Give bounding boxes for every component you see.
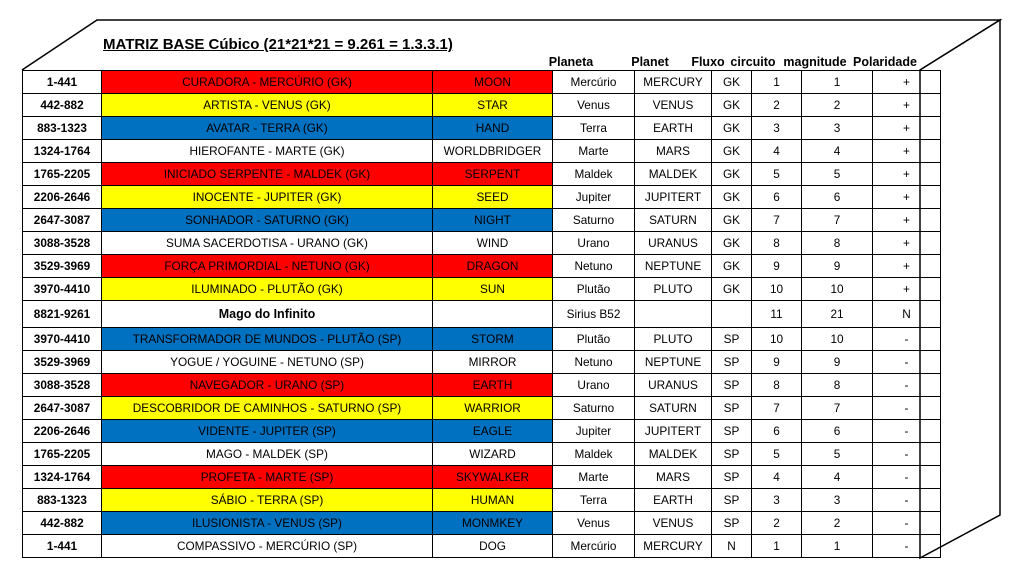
- planet-cell: JUPITERT: [635, 186, 712, 209]
- range-cell: 2206-2646: [23, 186, 102, 209]
- magnitude-cell: 3: [802, 117, 873, 140]
- planet-cell: NEPTUNE: [635, 255, 712, 278]
- glyph-cell: STAR: [433, 94, 553, 117]
- circuito-cell: 7: [752, 209, 802, 232]
- glyph-cell: MONMKEY: [433, 512, 553, 535]
- planet-cell: EARTH: [635, 117, 712, 140]
- magnitude-cell: 9: [802, 351, 873, 374]
- magnitude-cell: 8: [802, 232, 873, 255]
- header-fluxo: Fluxo: [691, 55, 725, 69]
- circuito-cell: 2: [752, 94, 802, 117]
- glyph-cell: EAGLE: [433, 420, 553, 443]
- planet-cell: MALDEK: [635, 163, 712, 186]
- planet-cell: MERCURY: [635, 71, 712, 94]
- header-circuito: circuito: [730, 55, 776, 69]
- name-cell: SUMA SACERDOTISA - URANO (GK): [102, 232, 433, 255]
- planeta-cell: Saturno: [553, 397, 635, 420]
- circuito-cell: 10: [752, 328, 802, 351]
- planeta-cell: Venus: [553, 512, 635, 535]
- planeta-cell: Netuno: [553, 255, 635, 278]
- name-cell: AVATAR - TERRA (GK): [102, 117, 433, 140]
- glyph-cell: HUMAN: [433, 489, 553, 512]
- planeta-cell: Mercúrio: [553, 535, 635, 558]
- planet-cell: URANUS: [635, 374, 712, 397]
- glyph-cell: MOON: [433, 71, 553, 94]
- glyph-cell: [433, 301, 553, 328]
- name-cell: INICIADO SERPENTE - MALDEK (GK): [102, 163, 433, 186]
- polaridade-cell: -: [873, 397, 941, 420]
- range-cell: 8821-9261: [23, 301, 102, 328]
- name-cell: FORÇA PRIMORDIAL - NETUNO (GK): [102, 255, 433, 278]
- planet-cell: MARS: [635, 140, 712, 163]
- table-row: [23, 255, 941, 278]
- polaridade-cell: -: [873, 328, 941, 351]
- table-row: [23, 117, 941, 140]
- range-cell: 3088-3528: [23, 374, 102, 397]
- fluxo-cell: GK: [712, 232, 752, 255]
- magnitude-cell: 7: [802, 209, 873, 232]
- table-row: [23, 278, 941, 301]
- planet-cell: [635, 301, 712, 328]
- polaridade-cell: -: [873, 489, 941, 512]
- planeta-cell: Venus: [553, 94, 635, 117]
- fluxo-cell: SP: [712, 351, 752, 374]
- polaridade-cell: +: [873, 278, 941, 301]
- circuito-cell: 8: [752, 374, 802, 397]
- table-row: [23, 328, 941, 351]
- circuito-cell: 11: [752, 301, 802, 328]
- fluxo-cell: GK: [712, 255, 752, 278]
- planeta-cell: Sirius B52: [553, 301, 635, 328]
- name-cell: ILUMINADO - PLUTÃO (GK): [102, 278, 433, 301]
- range-cell: 3088-3528: [23, 232, 102, 255]
- table-row: [23, 232, 941, 255]
- planet-cell: EARTH: [635, 489, 712, 512]
- circuito-cell: 1: [752, 535, 802, 558]
- range-cell: 2206-2646: [23, 420, 102, 443]
- fluxo-cell: GK: [712, 209, 752, 232]
- polaridade-cell: +: [873, 140, 941, 163]
- fluxo-cell: SP: [712, 328, 752, 351]
- glyph-cell: SERPENT: [433, 163, 553, 186]
- fluxo-cell: GK: [712, 94, 752, 117]
- magnitude-cell: 4: [802, 140, 873, 163]
- range-cell: 1-441: [23, 71, 102, 94]
- table-row: [23, 397, 941, 420]
- name-cell: ILUSIONISTA - VENUS (SP): [102, 512, 433, 535]
- planeta-cell: Terra: [553, 489, 635, 512]
- magnitude-cell: 8: [802, 374, 873, 397]
- fluxo-cell: SP: [712, 489, 752, 512]
- magnitude-cell: 9: [802, 255, 873, 278]
- polaridade-cell: +: [873, 94, 941, 117]
- circuito-cell: 9: [752, 351, 802, 374]
- magnitude-cell: 3: [802, 489, 873, 512]
- fluxo-cell: SP: [712, 512, 752, 535]
- name-cell: VIDENTE - JUPITER (SP): [102, 420, 433, 443]
- name-cell: MAGO - MALDEK (SP): [102, 443, 433, 466]
- circuito-cell: 6: [752, 186, 802, 209]
- magnitude-cell: 6: [802, 186, 873, 209]
- planeta-cell: Netuno: [553, 351, 635, 374]
- planeta-cell: Maldek: [553, 443, 635, 466]
- planet-cell: URANUS: [635, 232, 712, 255]
- glyph-cell: WIND: [433, 232, 553, 255]
- table-row: [23, 163, 941, 186]
- glyph-cell: HAND: [433, 117, 553, 140]
- range-cell: 442-882: [23, 512, 102, 535]
- planet-cell: VENUS: [635, 94, 712, 117]
- magnitude-cell: 7: [802, 397, 873, 420]
- fluxo-cell: N: [712, 535, 752, 558]
- polaridade-cell: -: [873, 466, 941, 489]
- fluxo-cell: SP: [712, 443, 752, 466]
- magnitude-cell: 10: [802, 328, 873, 351]
- fluxo-cell: GK: [712, 140, 752, 163]
- range-cell: 883-1323: [23, 117, 102, 140]
- polaridade-cell: +: [873, 163, 941, 186]
- magnitude-cell: 21: [802, 301, 873, 328]
- polaridade-cell: -: [873, 420, 941, 443]
- polaridade-cell: +: [873, 117, 941, 140]
- glyph-cell: SEED: [433, 186, 553, 209]
- planeta-cell: Urano: [553, 232, 635, 255]
- range-cell: 2647-3087: [23, 397, 102, 420]
- polaridade-cell: +: [873, 71, 941, 94]
- polaridade-cell: +: [873, 232, 941, 255]
- polaridade-cell: +: [873, 255, 941, 278]
- circuito-cell: 7: [752, 397, 802, 420]
- planet-cell: JUPITERT: [635, 420, 712, 443]
- name-cell: CURADORA - MERCÚRIO (GK): [102, 71, 433, 94]
- planet-cell: MERCURY: [635, 535, 712, 558]
- glyph-cell: STORM: [433, 328, 553, 351]
- range-cell: 883-1323: [23, 489, 102, 512]
- magnitude-cell: 4: [802, 466, 873, 489]
- circuito-cell: 2: [752, 512, 802, 535]
- table-row: [23, 535, 941, 558]
- polaridade-cell: -: [873, 443, 941, 466]
- polaridade-cell: -: [873, 535, 941, 558]
- table-row: [23, 209, 941, 232]
- fluxo-cell: SP: [712, 374, 752, 397]
- planet-cell: MARS: [635, 466, 712, 489]
- planeta-cell: Mercúrio: [553, 71, 635, 94]
- planeta-cell: Jupiter: [553, 420, 635, 443]
- planeta-cell: Saturno: [553, 209, 635, 232]
- fluxo-cell: GK: [712, 117, 752, 140]
- circuito-cell: 10: [752, 278, 802, 301]
- header-magnitude: magnitude: [783, 55, 847, 69]
- polaridade-cell: N: [873, 301, 941, 328]
- table-row: [23, 466, 941, 489]
- table-row: [23, 512, 941, 535]
- glyph-cell: DRAGON: [433, 255, 553, 278]
- fluxo-cell: [712, 301, 752, 328]
- glyph-cell: DOG: [433, 535, 553, 558]
- name-cell: HIEROFANTE - MARTE (GK): [102, 140, 433, 163]
- name-cell: Mago do Infinito: [102, 301, 433, 328]
- name-cell: SÁBIO - TERRA (SP): [102, 489, 433, 512]
- magnitude-cell: 5: [802, 443, 873, 466]
- range-cell: 1324-1764: [23, 140, 102, 163]
- glyph-cell: WARRIOR: [433, 397, 553, 420]
- circuito-cell: 1: [752, 71, 802, 94]
- range-cell: 2647-3087: [23, 209, 102, 232]
- circuito-cell: 9: [752, 255, 802, 278]
- name-cell: PROFETA - MARTE (SP): [102, 466, 433, 489]
- fluxo-cell: SP: [712, 397, 752, 420]
- magnitude-cell: 6: [802, 420, 873, 443]
- table-row: [23, 140, 941, 163]
- table-row: [23, 301, 941, 328]
- planet-cell: SATURN: [635, 209, 712, 232]
- planet-cell: SATURN: [635, 397, 712, 420]
- range-cell: 1765-2205: [23, 163, 102, 186]
- table-row: [23, 94, 941, 117]
- planet-cell: NEPTUNE: [635, 351, 712, 374]
- range-cell: 1-441: [23, 535, 102, 558]
- planeta-cell: Urano: [553, 374, 635, 397]
- magnitude-cell: 1: [802, 71, 873, 94]
- polaridade-cell: -: [873, 512, 941, 535]
- fluxo-cell: SP: [712, 466, 752, 489]
- fluxo-cell: GK: [712, 278, 752, 301]
- planeta-cell: Plutão: [553, 328, 635, 351]
- table-row: [23, 374, 941, 397]
- planet-cell: PLUTO: [635, 328, 712, 351]
- glyph-cell: WIZARD: [433, 443, 553, 466]
- circuito-cell: 5: [752, 163, 802, 186]
- range-cell: 1324-1764: [23, 466, 102, 489]
- fluxo-cell: SP: [712, 420, 752, 443]
- circuito-cell: 8: [752, 232, 802, 255]
- glyph-cell: SKYWALKER: [433, 466, 553, 489]
- planeta-cell: Marte: [553, 140, 635, 163]
- magnitude-cell: 2: [802, 512, 873, 535]
- planeta-cell: Jupiter: [553, 186, 635, 209]
- table-row: [23, 443, 941, 466]
- planeta-cell: Plutão: [553, 278, 635, 301]
- polaridade-cell: +: [873, 209, 941, 232]
- header-planet: Planet: [631, 55, 669, 69]
- name-cell: ARTISTA - VENUS (GK): [102, 94, 433, 117]
- circuito-cell: 6: [752, 420, 802, 443]
- magnitude-cell: 5: [802, 163, 873, 186]
- name-cell: COMPASSIVO - MERCÚRIO (SP): [102, 535, 433, 558]
- polaridade-cell: -: [873, 374, 941, 397]
- name-cell: TRANSFORMADOR DE MUNDOS - PLUTÃO (SP): [102, 328, 433, 351]
- fluxo-cell: GK: [712, 163, 752, 186]
- table-row: [23, 351, 941, 374]
- name-cell: SONHADOR - SATURNO (GK): [102, 209, 433, 232]
- table-row: [23, 71, 941, 94]
- table-row: [23, 489, 941, 512]
- circuito-cell: 3: [752, 117, 802, 140]
- fluxo-cell: GK: [712, 186, 752, 209]
- page-title: MATRIZ BASE Cúbico (21*21*21 = 9.261 = 1.3.3.1): [103, 36, 453, 53]
- planet-cell: PLUTO: [635, 278, 712, 301]
- name-cell: YOGUE / YOGUINE - NETUNO (SP): [102, 351, 433, 374]
- name-cell: INOCENTE - JUPITER (GK): [102, 186, 433, 209]
- circuito-cell: 5: [752, 443, 802, 466]
- name-cell: DESCOBRIDOR DE CAMINHOS - SATURNO (SP): [102, 397, 433, 420]
- planet-cell: MALDEK: [635, 443, 712, 466]
- planeta-cell: Terra: [553, 117, 635, 140]
- planeta-cell: Marte: [553, 466, 635, 489]
- glyph-cell: WORLDBRIDGER: [433, 140, 553, 163]
- magnitude-cell: 10: [802, 278, 873, 301]
- planeta-cell: Maldek: [553, 163, 635, 186]
- circuito-cell: 4: [752, 140, 802, 163]
- polaridade-cell: +: [873, 186, 941, 209]
- planet-cell: VENUS: [635, 512, 712, 535]
- glyph-cell: MIRROR: [433, 351, 553, 374]
- polaridade-cell: -: [873, 351, 941, 374]
- range-cell: 3970-4410: [23, 278, 102, 301]
- circuito-cell: 3: [752, 489, 802, 512]
- range-cell: 3529-3969: [23, 351, 102, 374]
- range-cell: 3970-4410: [23, 328, 102, 351]
- glyph-cell: NIGHT: [433, 209, 553, 232]
- matrix-table: [22, 70, 941, 558]
- header-polaridade: Polaridade: [853, 55, 917, 69]
- table-row: [23, 420, 941, 443]
- glyph-cell: EARTH: [433, 374, 553, 397]
- glyph-cell: SUN: [433, 278, 553, 301]
- table-row: [23, 186, 941, 209]
- circuito-cell: 4: [752, 466, 802, 489]
- name-cell: NAVEGADOR - URANO (SP): [102, 374, 433, 397]
- range-cell: 3529-3969: [23, 255, 102, 278]
- range-cell: 442-882: [23, 94, 102, 117]
- fluxo-cell: GK: [712, 71, 752, 94]
- magnitude-cell: 1: [802, 535, 873, 558]
- magnitude-cell: 2: [802, 94, 873, 117]
- range-cell: 1765-2205: [23, 443, 102, 466]
- header-planeta: Planeta: [548, 55, 594, 69]
